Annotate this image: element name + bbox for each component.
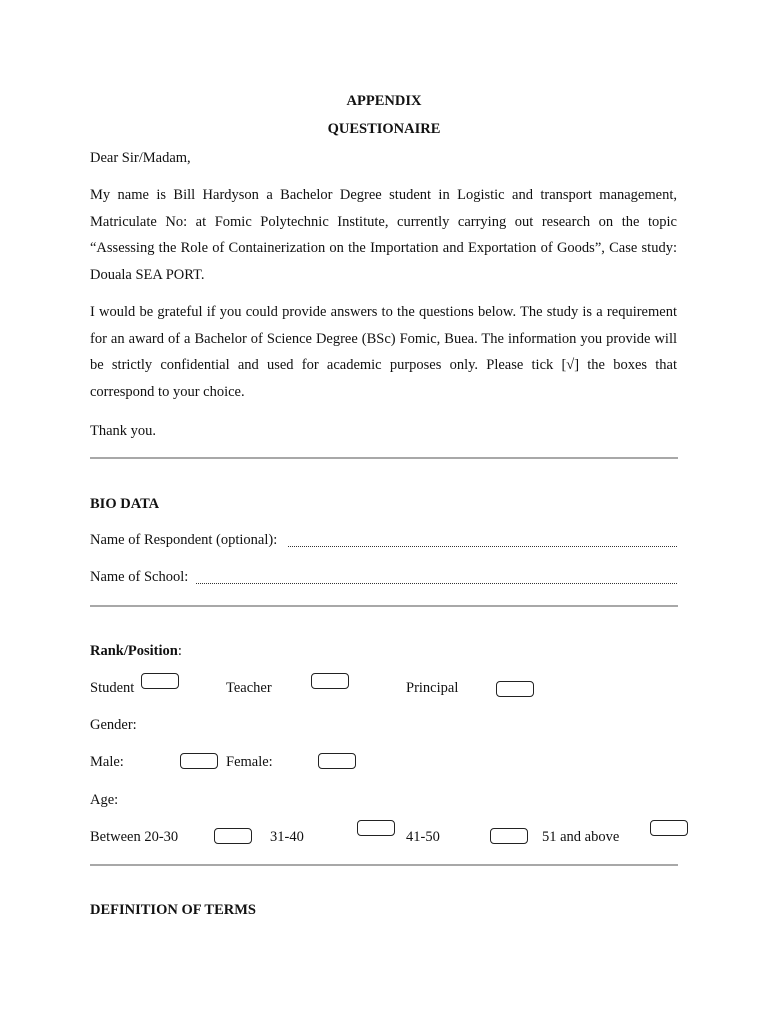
school-name-field[interactable] (196, 583, 677, 584)
principal-label: Principal (406, 680, 459, 696)
male-checkbox[interactable] (180, 753, 218, 769)
gender-heading: Gender: (90, 717, 137, 733)
age-range-31-40-label: 31-40 (270, 829, 304, 845)
age-range-51-above-label: 51 and above (542, 829, 620, 845)
female-label: Female: (226, 754, 273, 770)
female-checkbox[interactable] (318, 753, 356, 769)
section-divider (90, 457, 678, 459)
teacher-checkbox[interactable] (311, 673, 349, 689)
principal-checkbox[interactable] (496, 681, 534, 697)
intro-paragraph: My name is Bill Hardyson a Bachelor Degree student in Logistic and transport management, Matriculate No: at Fomic Polytechnic Institute, currently carrying out research on the topic “Assessing the Role of Containerization on the Importation and Exportation of Goods”, Case study: Douala SEA PORT. (90, 187, 677, 284)
student-label: Student (90, 680, 135, 696)
age-range-20-30-checkbox[interactable] (214, 828, 252, 844)
definition-of-terms-heading: DEFINITION OF TERMS (90, 902, 256, 918)
rank-position-heading (90, 642, 182, 660)
questionnaire-title: QUESTIONAIRE (327, 121, 441, 137)
teacher-label: Teacher (226, 680, 272, 696)
age-range-20-30-label: Between 20-30 (90, 829, 179, 845)
salutation: Dear Sir/Madam, (90, 150, 191, 166)
age-range-51-above-checkbox[interactable] (650, 820, 688, 836)
section-divider (90, 605, 678, 607)
age-range-31-40-checkbox[interactable] (357, 820, 395, 836)
bio-data-heading: BIO DATA (90, 496, 160, 512)
closing-text: Thank you. (90, 423, 157, 439)
school-name-label: Name of School: (90, 569, 189, 585)
student-checkbox[interactable] (141, 673, 179, 689)
male-label: Male: (90, 754, 124, 770)
rank-position-colon: : (177, 643, 182, 659)
appendix-heading: APPENDIX (346, 93, 422, 109)
rank-position-label: Rank/Position (90, 643, 178, 659)
age-heading: Age: (90, 792, 119, 808)
instructions-paragraph: I would be grateful if you could provide answers to the questions below. The study is a requirement for an award of a Bachelor of Science Degree (BSc) Fomic, Buea. The information you provide will be strictly confidential and used for academic purposes only. Please tick [√] the boxes that correspond to your choice. (90, 304, 677, 401)
age-range-41-50-checkbox[interactable] (490, 828, 528, 844)
age-range-41-50-label: 41-50 (406, 829, 440, 845)
respondent-name-field[interactable] (288, 546, 677, 547)
respondent-name-label: Name of Respondent (optional): (90, 532, 278, 548)
section-divider (90, 864, 678, 866)
